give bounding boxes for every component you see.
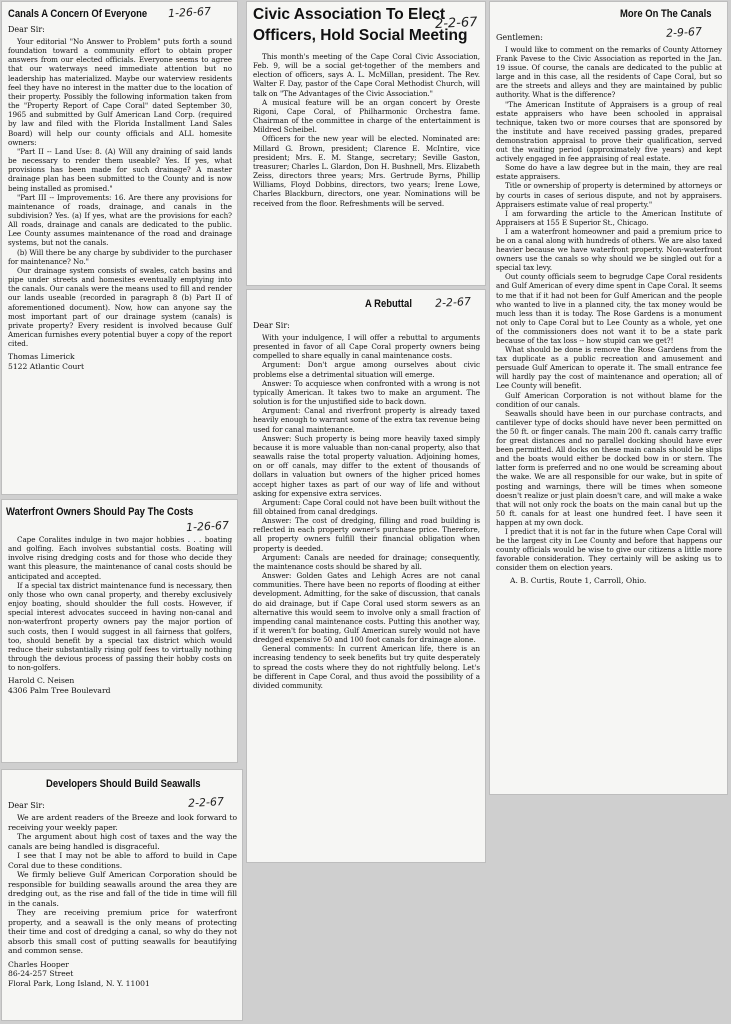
signature-name: Charles Hooper [8, 959, 69, 969]
letter-seawalls-greeting: Dear Sir: [8, 801, 45, 810]
letter-waterfront-headline: Waterfront Owners Should Pay The Costs [6, 506, 194, 518]
signature-name: Thomas Limerick [8, 352, 75, 362]
civic-association-date: 2-2-67 [434, 14, 478, 33]
letter-rebuttal-headline: A Rebuttal [365, 298, 412, 310]
letter-more-canals-greeting: Gentlemen: [496, 33, 543, 42]
paragraph: I am forwarding the article to the American Institute of Appraisers at 155 E Superior St., Chicago. [496, 208, 722, 227]
letter-rebuttal-greeting: Dear Sir: [253, 321, 290, 330]
letter-more-canals-date: 2-9-67 [665, 25, 703, 40]
paragraph: Seawalls should have been in our purchase contracts, and cantilever type of docks should have never been permitted on the 50 ft. or finger canals. The main 200 ft. canals carry traffic for great distances and no parallel docking should have ever been permitted. All docks on these main canals should be slips and the boats would either be docked bow in or stern. The latter form is preferred and no one would be screaming about the wake. We are all responsible for our wake, but in spite of posting and warnings, there will be times when someone doesn't realize or just plain doesn't care, and will make a wake that will not only rock the boats on the main canal but up the 50 ft. canals for at least one hundred feet. I have seen it happen at my own dock. [496, 408, 722, 527]
paragraph: We are ardent readers of the Breeze and look forward to receiving your weekly paper. [8, 813, 237, 832]
signature-name: Harold C. Neisen [8, 676, 75, 686]
civic-association-body [253, 52, 480, 208]
letter-rebuttal-clipping [247, 290, 485, 862]
paragraph: Title or ownership of property is determined by attorneys or by courts in cases of serious dispute, and not by appraisers. Appraisers estimate value of real property." [496, 181, 722, 209]
paragraph: If a special tax district maintenance fund is necessary, then only those who own canal property, and thereby exclusively enjoy boating, should shoulder the full costs. However, if special interest advocates succeed in having non-canal and non-waterfront property owners pay the major portion of such costs, then I would suggest in all fairness that golfers, too, should benefit by a special tax district which would reduce their substantially rising golf fees to virtually nothing through the devious process of passing their hobby costs on to non-golfers. [8, 580, 232, 673]
paragraph: "The American Institute of Appraisers is a group of real estate appraisers who have been schooled in appraisal technique, taken two or more courses that are sponsored by the institute and have received passing grades, prepared demonstration appraisal to prove their qualification, served out the waiting period (approximately five years) and kept actively engaged in fee appraising of real estate. [496, 99, 722, 164]
signature-name: A. B. Curtis, Route 1, Carroll, Ohio. [510, 576, 647, 586]
paragraph: Argument: Don't argue among ourselves about civic problems else a detrimental situation will emerge. [253, 360, 480, 379]
paragraph: Your editorial "No Answer to Problem" puts forth a sound foundation toward a community effort to obtain proper answers from our elected officials. Everyone seems to agree that our waterways need immediate attention but no leadership has materialized. Maybe our waterview residents feel they have no interest in the matter due to the location of their property. Possibly the following information taken from the "Property Report of Cape Coral" dated September 30, 1965 and submitted by Gulf American Land Corp. (required by law and filed with the Florida Installment Land Sales Board) will help our county officials and ALL homesite owners: [8, 37, 232, 147]
paragraph: The argument about high cost of taxes and the way the canals are being handled is disgraceful. [8, 832, 237, 851]
letter-canals-clipping [2, 2, 237, 494]
paragraph: "Part II -- Land Use: 8. (A) Will any draining of said lands be necessary to render them useable? Yes. If yes, what provisions has been made for such drainage? A master drainage plan has been submitted to the County and is now being installed as promised." [8, 146, 232, 193]
letter-rebuttal-body [253, 333, 480, 690]
paragraph: Answer: Such property is being more heavily taxed simply because it is more valuable than non-canal property, also that seawalls raise the total property valuation. Adjoining homes, on or off canals, may differ to the extent of thousands of dollars in valuation but owners of the higher priced homes accept higher taxes as part of our way of life and without asking for expensive extra services. [253, 433, 480, 498]
civic-association-headline: Civic Association To Elect Officers, Hold Social Meeting [253, 6, 468, 44]
signature-city: Floral Park, Long Island, N. Y. 11001 [8, 978, 150, 988]
paragraph: This month's meeting of the Cape Coral Civic Association, Feb. 9, will be a social get-together of the members and election of officers, says A. L. McMillan, president. The Rev. Walter F. Day, pastor of the Cape Coral Methodist Church, will talk on "The Advantages of the Civic Association." [253, 52, 480, 98]
letter-rebuttal-date: 2-2-67 [434, 295, 472, 310]
letter-waterfront-clipping [2, 500, 237, 762]
letter-more-canals-signature [510, 576, 721, 586]
paragraph: Gulf American Corporation is not without blame for the condition of our canals. [496, 390, 722, 409]
letter-more-canals-clipping [490, 2, 727, 794]
signature-address: 4306 Palm Tree Boulevard [8, 685, 111, 695]
paragraph: With your indulgence, I will offer a rebuttal to arguments presented in favor of all Cape Coral property owners being compelled to share equally in canal maintenance costs. [253, 333, 480, 361]
paragraph: We firmly believe Gulf American Corporation should be responsible for building seawalls around the area they are dredging out, as the rise and fall of the tide in time will fill in the canals. [8, 870, 237, 908]
paragraph: I would like to comment on the remarks of County Attorney Frank Pavese to the Civic Association as reported in the Jan. 19 issue. Of course, the canals are dedicated to the public at large and in this case, all the residents of Cape Coral, but so are the streets and alleys and they are maintained by public authority. What is the difference? [496, 45, 722, 100]
paragraph: Answer: To acquiesce when confronted with a wrong is not typically American. It takes two to make an argument. The solution is for the unjustified side to back down. [253, 378, 480, 407]
civic-association-clipping [247, 2, 485, 285]
letter-more-canals-body [496, 45, 722, 572]
paragraph: A musical feature will be an organ concert by Oreste Rigoni, Cape Coral, of Philharmonic Orchestra fame. Chairman of the committee in charge of the entertainment is Mildred Scheibel. [253, 97, 480, 135]
paragraph: They are receiving premium price for waterfront property, and a seawall is the only means of protecting their time and cost of dredging a canal, so why do they not absorb this small cost of putting seawalls for beautifying and common sense. [8, 908, 237, 955]
letter-waterfront-body [8, 535, 232, 672]
paragraph: What should be done is remove the Rose Gardens from the tax duplicate as a public recreation and amusement and persuade Gulf American to operate it. The small entrance fee will hardly pay the cost of maintenance and operation; all of Lee County will benefit. [496, 345, 722, 391]
letter-waterfront-signature [8, 676, 231, 695]
paragraph: Officers for the new year will be elected. Nominated are: Millard G. Brown, president; Clarence E. McIntire, vice president; Mrs. E. M. Stange, secretary; Seville Gaston, treasurer; Charles L. Glardon, Don H. Bushnell, Mrs. Elizabeth Zeiss, directors three years; Mrs. Gertrude Byrns, Phillip Williams, Floyd Dobbins, directors, two years; Irene Lowe, Charles Blackburn, directors, one year. Nominations will be received from the floor. Refreshments will be served. [253, 134, 480, 208]
paragraph: General comments: In current American life, there is an increasing tendency to seek benefits but try quite desperately to spread the costs where they do not rightfully belong. Let's be different in Cape Coral, and thus avoid the possibility of a divided community. [253, 644, 480, 690]
letter-canals-greeting: Dear Sir: [8, 25, 45, 34]
letter-canals-body [8, 37, 232, 348]
letter-canals-date: 1-26-67 [167, 4, 212, 21]
paragraph: Argument: Cape Coral could not have been built without the fill obtained from canal dredgings. [253, 497, 481, 516]
letter-canals-signature [8, 352, 231, 371]
paragraph: Cape Coralites indulge in two major hobbies . . . boating and golfing. Each involves substantial costs. Boating will involve rising dredging costs and for those who decide they want this pleasure, the maintenance of canal costs should be anticipated and accepted. [8, 535, 232, 581]
paragraph: Our drainage system consists of swales, catch basins and pipe under streets and homesites eventually emptying into the canals. Our canals were the means used to fill and render our lands useable (recorded in paragraph 8 (b) Part II of aforementioned document). Now, how can anyone say the most important part of our drainage system (canals) is private property? Every resident is involved because Gulf American furnishes every potential buyer a copy of the report cited. [8, 265, 232, 349]
letter-seawalls-body [8, 813, 237, 956]
paragraph: "Part III -- Improvements: 16. Are there any provisions for maintenance of roads, drainage, and canals in the subdivision? Yes. (a) If yes, what are the provisions for each? All roads, drainage and canals are dedicated to the public. Lee County assumes maintenance of the road and drainage systems, but not the canals. [8, 192, 232, 248]
letter-more-canals-headline: More On The Canals [620, 8, 712, 20]
paragraph: Some do have a law degree but in the main, they are real estate appraisers. [496, 163, 722, 182]
paragraph: Argument: Canals are needed for drainage; consequently, the maintenance costs should be shared by all. [253, 552, 480, 571]
letter-seawalls-clipping [2, 770, 242, 1020]
signature-address: 86-24-257 Street [8, 969, 74, 978]
paragraph: (b) Will there be any charge by subdivider to the purchaser for maintenance? No." [8, 247, 232, 266]
paragraph: I see that I may not be able to afford to build in Cape Coral due to these conditions. [8, 851, 237, 870]
paragraph: Answer: The cost of dredging, filling and road building is reflected in each property owner's purchase price. Therefore, all property owners fulfill their financial obligation when property is deeded. [253, 516, 480, 553]
letter-seawalls-signature [8, 960, 236, 989]
paragraph: I am a waterfront homeowner and paid a premium price to be on a canal along with hundreds of others. We are also taxed heavier because we have waterfront property. Non-waterfront owners use the canals so why should we be singled out for a special tax levy. [496, 226, 722, 273]
paragraph: Argument: Canal and riverfront property is already taxed heavily enough to warrant some of the extra tax revenue being used for canal maintenance. [253, 406, 480, 434]
letter-waterfront-date: 1-26-67 [185, 518, 230, 535]
paragraph: Answer: Golden Gates and Lehigh Acres are not canal communities. There have been no reports of flooding at either development. Admitting, for the sake of discussion, that canals do aid drainage, but if Cape Coral used storm sewers as an alternative this would seem to involve only a small fraction of impending canal maintenance costs. Putting this another way, if it weren't for boating, Gulf American surely would not have dredged expensive 50 and 100 foot canals for drainage alone. [253, 571, 480, 645]
letter-canals-headline: Canals A Concern Of Everyone [8, 8, 148, 20]
signature-address: 5122 Atlantic Court [8, 361, 85, 371]
paragraph: Out county officials seem to begrudge Cape Coral residents and Gulf American of every dime spent in Cape Coral. It seems to me that if it had not been for Gulf American and the people who wanted to live in a planned city, the tax money would be much less than it is today. The Rose Gardens is a monument not only to Cape Coral but to Lee County as a whole, yet one of the commissioners does not want it to be a state park because of the tax loss -- how stupid can we get?! [496, 272, 722, 345]
letter-seawalls-headline: Developers Should Build Seawalls [46, 778, 201, 790]
paragraph: I predict that it is not far in the future when Cape Coral will be the largest city in Lee County and before that happens our county officials would be wise to give our citizens a little more favorable consideration. They certainly will be asking us to consider them on election years. [496, 526, 722, 573]
letter-seawalls-date: 2-2-67 [187, 795, 225, 810]
